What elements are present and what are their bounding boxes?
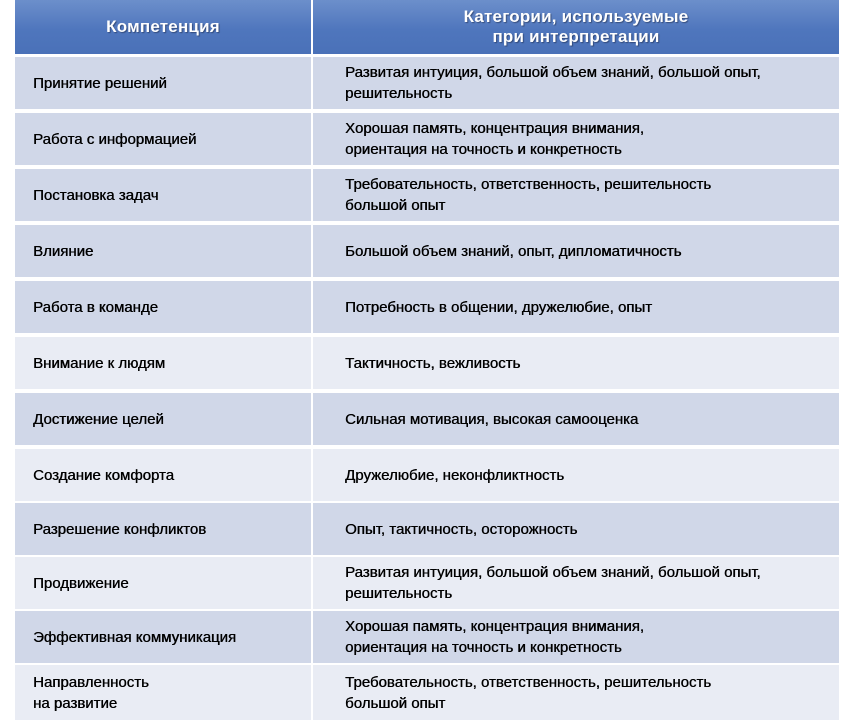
table-row: [15, 665, 839, 720]
table-row: [15, 113, 839, 167]
column-divider: [311, 281, 313, 333]
competence-cell: Эффективная коммуникация: [33, 628, 237, 646]
competence-cell: Разрешение конфликтов: [33, 520, 207, 538]
competence-cell: Продвижение: [33, 574, 129, 592]
table-row: [15, 393, 839, 447]
competence-cell: Работа в команде: [33, 298, 158, 316]
categories-cell: Большой объем знаний, опыт, дипломатичность: [345, 242, 682, 260]
table-row: [15, 225, 839, 279]
table-row: [15, 57, 839, 111]
column-divider: [311, 393, 313, 445]
competence-cell: Направленность на развитие: [33, 673, 149, 712]
competence-table: [15, 0, 839, 720]
header-competence: Компетенция: [106, 17, 220, 36]
categories-cell: Развитая интуиция, большой объем знаний, большой опыт, решительность: [345, 564, 761, 602]
categories-cell: Опыт, тактичность, осторожность: [345, 520, 578, 538]
column-divider: [311, 665, 313, 720]
table-row: [15, 449, 839, 503]
categories-cell: Потребность в общении, дружелюбие, опыт: [345, 298, 652, 316]
column-divider: [311, 503, 313, 555]
table-header: [15, 0, 839, 57]
competence-cell: Работа с информацией: [33, 130, 197, 148]
column-divider: [311, 169, 313, 221]
table-row: [15, 611, 839, 665]
column-divider: [311, 337, 313, 389]
header-categories: Категории, используемые при интерпретации: [463, 7, 689, 46]
table-row: [15, 557, 839, 611]
column-divider: [311, 225, 313, 277]
column-divider: [311, 57, 313, 109]
table-row: [15, 281, 839, 335]
competence-cell: Постановка задач: [33, 186, 159, 204]
table-row: [15, 169, 839, 223]
competence-cell: Внимание к людям: [33, 354, 166, 372]
categories-cell: Дружелюбие, неконфликтность: [345, 466, 565, 484]
categories-cell: Развитая интуиция, большой объем знаний, большой опыт, решительность: [345, 64, 761, 102]
column-divider: [311, 611, 313, 663]
competence-cell: Влияние: [33, 242, 94, 260]
column-divider: [311, 113, 313, 165]
table-row: [15, 503, 839, 557]
column-divider: [311, 449, 313, 501]
categories-cell: Хорошая память, концентрация внимания, ориентация на точность и конкретность: [345, 618, 644, 656]
categories-cell: Хорошая память, концентрация внимания, ориентация на точность и конкретность: [345, 120, 644, 158]
table-row: [15, 337, 839, 391]
categories-cell: Тактичность, вежливость: [345, 354, 521, 372]
categories-cell: Сильная мотивация, высокая самооценка: [345, 410, 639, 428]
categories-cell: Требовательность, ответственность, решительность большой опыт: [345, 673, 712, 712]
competence-cell: Достижение целей: [33, 410, 164, 428]
categories-cell: Требовательность, ответственность, решительность большой опыт: [345, 176, 712, 214]
competence-cell: Принятие решений: [33, 74, 167, 92]
column-divider: [311, 557, 313, 609]
competence-cell: Создание комфорта: [33, 466, 174, 484]
